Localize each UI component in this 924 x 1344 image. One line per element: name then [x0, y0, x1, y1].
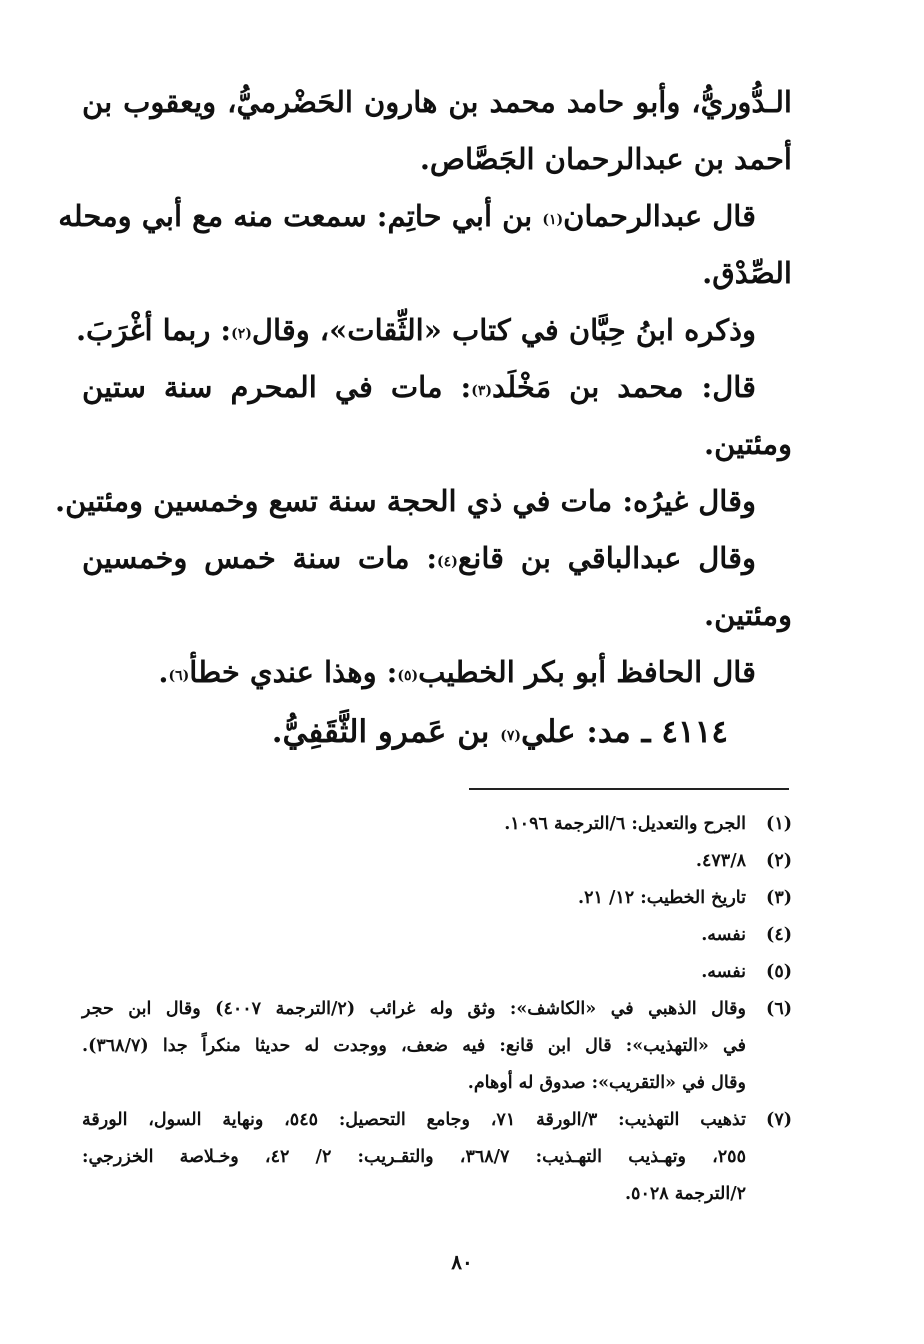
- footnote-number: (٤): [766, 925, 792, 945]
- text-span: : ربما أغْرَبَ.: [75, 313, 232, 347]
- footnote-marker: (٤): [437, 554, 458, 570]
- footnote-line: وقال في «التقريب»: صدوق له أوهام.: [467, 1073, 746, 1093]
- footnote-line: ٢٥٥، وتهـذيب التهـذيب: ٣٦٨/٧، والتقـريب: ٢/ ٤٢، وخـلاصة الخزرجي:: [82, 1147, 746, 1167]
- text-span: .: [158, 655, 169, 689]
- footnote-marker: (٥): [397, 668, 419, 684]
- footnote-marker: (٣): [471, 383, 493, 399]
- footnote-body: [82, 843, 746, 880]
- text-span: ومئتين.: [704, 427, 792, 461]
- footnote-marker: (١): [542, 212, 564, 228]
- footnote-body: [82, 1102, 746, 1213]
- footnote: [82, 917, 792, 954]
- footnote-marker: (٦): [168, 668, 190, 684]
- footnote-number: (٥): [766, 962, 792, 982]
- footnote-line: نفسه.: [701, 962, 746, 982]
- footnote-line: في «التهذيب»: قال ابن قانع: فيه ضعف، ووجدت له حديثا منكراً جدا (٣٦٨/٧).: [82, 1036, 746, 1056]
- footnote-number: (٦): [766, 999, 792, 1019]
- footnote-body: [82, 954, 746, 991]
- footnote-body: [82, 806, 746, 843]
- text-span: ومئتين.: [704, 598, 792, 632]
- text-span: وقال غيرُه: مات في ذي الحجة سنة تسع وخمسين ومئتين.: [55, 484, 756, 518]
- text-span: الـدُّوريُّ، وأبو حامد محمد بن هارون الحَضْرميُّ، ويعقوب بن: [82, 85, 792, 119]
- footnote: [82, 991, 792, 1102]
- text-line: [75, 302, 792, 359]
- footnote-line: تذهيب التهذيب: ٣/الورقة ٧١، وجامع التحصيل: ٥٤٥، ونهاية السول، الورقة: [82, 1110, 746, 1130]
- footnote-number: (٣): [766, 888, 792, 908]
- text-span: أحمد بن عبدالرحمان الجَصَّاص.: [419, 142, 792, 176]
- footnote-line: ٢/الترجمة ٥٠٢٨.: [624, 1184, 746, 1204]
- text-span: الصِّدْق.: [702, 256, 792, 290]
- text-line: [82, 131, 792, 188]
- text-span: قال الحافظ أبو بكر الخطيب: [418, 655, 756, 689]
- text-span: : مات سنة خمس وخمسين: [82, 541, 438, 575]
- footnote-body: [82, 917, 746, 954]
- text-line: [82, 245, 792, 302]
- footnote-body: [82, 991, 746, 1102]
- footnotes: [82, 806, 792, 1213]
- page-number: ٨٠: [451, 1250, 473, 1274]
- text-line: [82, 530, 792, 587]
- text-span: قال: محمد بن مَخْلَد: [492, 370, 756, 404]
- text-span: : مات في المحرم سنة ستين: [82, 370, 472, 404]
- text-line: [55, 473, 792, 530]
- entry-heading-text: ٤١١٤ ـ مد: علي: [521, 714, 728, 750]
- footnote-line: ٤٧٣/٨.: [695, 851, 746, 871]
- entry-heading: [272, 702, 728, 762]
- footnote-number: (٢): [766, 851, 792, 871]
- text-span: وقال عبدالباقي بن قانع: [457, 541, 756, 575]
- footnote: [82, 806, 792, 843]
- footnote-line: تاريخ الخطيب: ١٢/ ٢١.: [578, 888, 746, 908]
- footnote-line: وقال الذهبي في «الكاشف»: وثق وله غرائب (٢/الترجمة ٤٠٠٧) وقال ابن حجر: [82, 999, 746, 1019]
- footnote-line: الجرح والتعديل: ٦/الترجمة ١٠٩٦.: [504, 814, 746, 834]
- entry-heading-text: بن عَمرو الثَّقَفِيُّ.: [271, 714, 501, 750]
- text-span: : وهذا عندي خطأ: [189, 655, 398, 689]
- footnote-divider: [469, 788, 789, 790]
- text-line: [82, 587, 792, 644]
- text-span: وذكره ابنُ حِبَّان في كتاب «الثِّقات»، وقال: [251, 313, 756, 347]
- main-text: [55, 74, 792, 701]
- text-span: بن أبي حاتِم: سمعت منه مع أبي ومحله: [58, 199, 543, 233]
- footnote: [82, 880, 792, 917]
- footnote-number: (١): [766, 814, 792, 834]
- text-span: قال عبدالرحمان: [563, 199, 756, 233]
- footnote-number: (٧): [766, 1110, 792, 1130]
- text-line: [82, 74, 792, 131]
- footnote-marker: (٢): [231, 326, 252, 342]
- text-line: [58, 188, 792, 245]
- footnote: [82, 843, 792, 880]
- footnote: [82, 954, 792, 991]
- text-line: [82, 644, 792, 701]
- footnote: [82, 1102, 792, 1213]
- text-line: [82, 359, 792, 416]
- footnote-body: [82, 880, 746, 917]
- footnote-marker: (٧): [500, 728, 521, 744]
- text-line: [82, 416, 792, 473]
- footnote-line: نفسه.: [701, 925, 746, 945]
